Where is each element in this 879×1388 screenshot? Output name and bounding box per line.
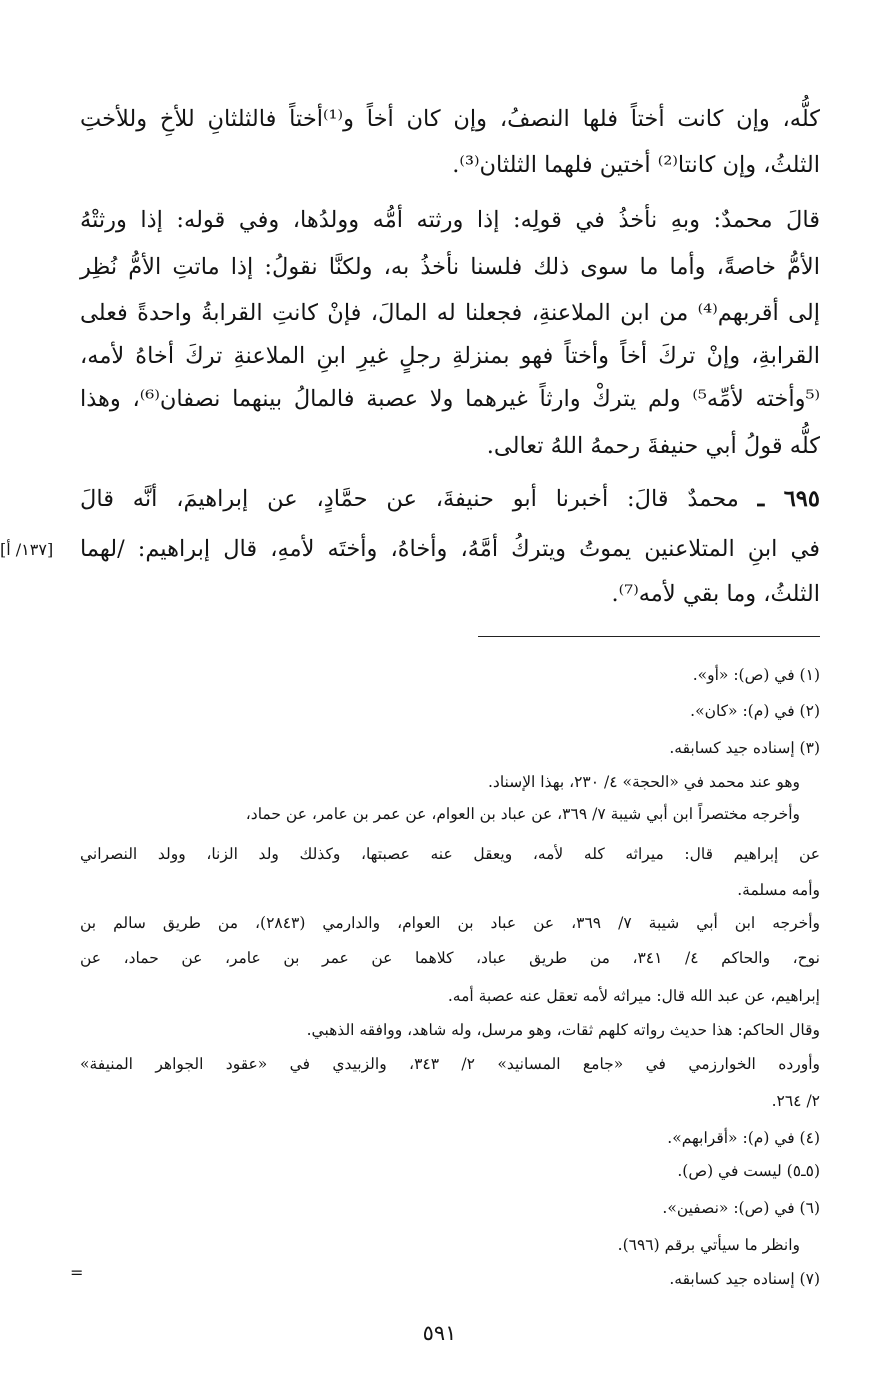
footnote-line: وهو عند محمد في «الحجة» ٤/ ٢٣٠، بهذا الإسناد. [487,773,800,791]
body-line: كلُّه قولُ أبي حنيفةَ رحمهُ اللهُ تعالى. [486,433,820,459]
body-line: الثلثُ، وإن كانتا⁽²⁾ أختين فلهما الثلثان⁽³⁾. [452,152,820,178]
body-line: إلى أقربهم⁽⁴⁾ من ابن الملاعنةِ، فجعلنا له المالَ، فإنْ كانتِ القرابةُ واحدةً فعلى [80,300,820,326]
footnote-line: إبراهيم، عن عبد الله قال: ميراثه لأمه تعقل عنه عصبة أمه. [447,987,820,1005]
continuation-mark: = [70,1263,84,1282]
body-line: قالَ محمدٌ: وبهِ نأخذُ في قولِه: إذا ورثته أمُّه وولدُها، وفي قوله: إذا ورثتْهُ [80,207,820,233]
footnote-line: (٤) في (م): «أقرابهم». [667,1129,820,1147]
body-line: ⁽⁵وأخته لأمِّه⁵⁾ ولم يتركْ وارثاً غيرهما ولا عصبة فالمالُ بينهما نصفان⁽⁶⁾، وهذا [80,386,821,412]
body-line: القرابةِ، وإنْ تركَ أخاً وأختاً فهو بمنزلةِ رجلٍ غيرِ ابنِ الملاعنةِ تركَ أخاهُ لأمه، [80,343,820,369]
footnote-line: وأمه مسلمة. [737,881,820,899]
footnote-line: وانظر ما سيأتي برقم (٦٩٦). [617,1236,800,1254]
footnote-line: (٣) إسناده جيد كسابقه. [669,739,820,757]
footnote-line: (١) في (ص): «أو». [692,666,820,684]
footnote-line: (٦) في (ص): «نصفين». [662,1199,820,1217]
footnote-line: نوح، والحاكم ٤/ ٣٤١، من طريق عباد، كلاهما عن عمر بن عامر، عن حماد، عن [80,949,820,967]
footnote-line: وأخرجه مختصراً ابن أبي شيبة ٧/ ٣٦٩، عن عباد بن العوام، عن عمر بن عامر، عن حماد، [245,805,800,823]
hadith-number: ٦٩٥ ـ [757,486,820,512]
footnote-line: (٢) في (م): «كان». [690,702,820,720]
footnote-line: وأخرجه ابن أبي شيبة ٧/ ٣٦٩، عن عباد بن العوام، والدارمي (٢٨٤٣)، من طريق سالم بن [80,914,821,932]
page-number: ٥٩١ [422,1321,457,1345]
footnote-separator [478,636,820,637]
hadith-line: في ابنِ المتلاعنين يموتُ ويتركُ أمَّهُ، وأخاهُ، وأختَه لأمهِ، قال إبراهيم: /لهما [80,536,820,562]
footnote-line: ٢/ ٢٦٤. [771,1092,820,1110]
body-line: كلُّه، وإن كانت أختاً فلها النصفُ، وإن كان أخاً و⁽¹⁾أختاً فالثلثانِ للأخِ وللأختِ [80,106,820,132]
footnote-line: عن إبراهيم قال: ميراثه كله لأمه، ويعقل عنه عصبتها، وكذلك ولد الزنا، وولد النصراني [80,845,820,863]
hadith-text: محمدٌ قالَ: أخبرنا أبو حنيفةَ، عن حمَّادٍ، عن إبراهيمَ، أنَّه قالَ [80,486,739,512]
footnote-line: (٥ـ٥) ليست في (ص). [677,1162,820,1180]
body-line: الأمُّ خاصةً، وأما ما سوى ذلك فلسنا نأخذُ به، ولكنَّا نقولُ: إذا ماتتِ الأمُّ نُظِر [80,254,820,280]
hadith-line [80,484,820,514]
footnote-line: وقال الحاكم: هذا حديث رواته كلهم ثقات، وهو مرسل، وله شاهد، ووافقه الذهبي. [306,1021,820,1039]
margin-folio-reference: [١٣٧/ أ] [0,540,54,559]
footnote-line: (٧) إسناده جيد كسابقه. [669,1270,820,1288]
hadith-line: الثلثُ، وما بقي لأمه⁽⁷⁾. [611,581,820,607]
footnote-line: وأورده الخوارزمي في «جامع المسانيد» ٢/ ٣٤٣، والزبيدي في «عقود الجواهر المنيفة» [80,1055,821,1073]
